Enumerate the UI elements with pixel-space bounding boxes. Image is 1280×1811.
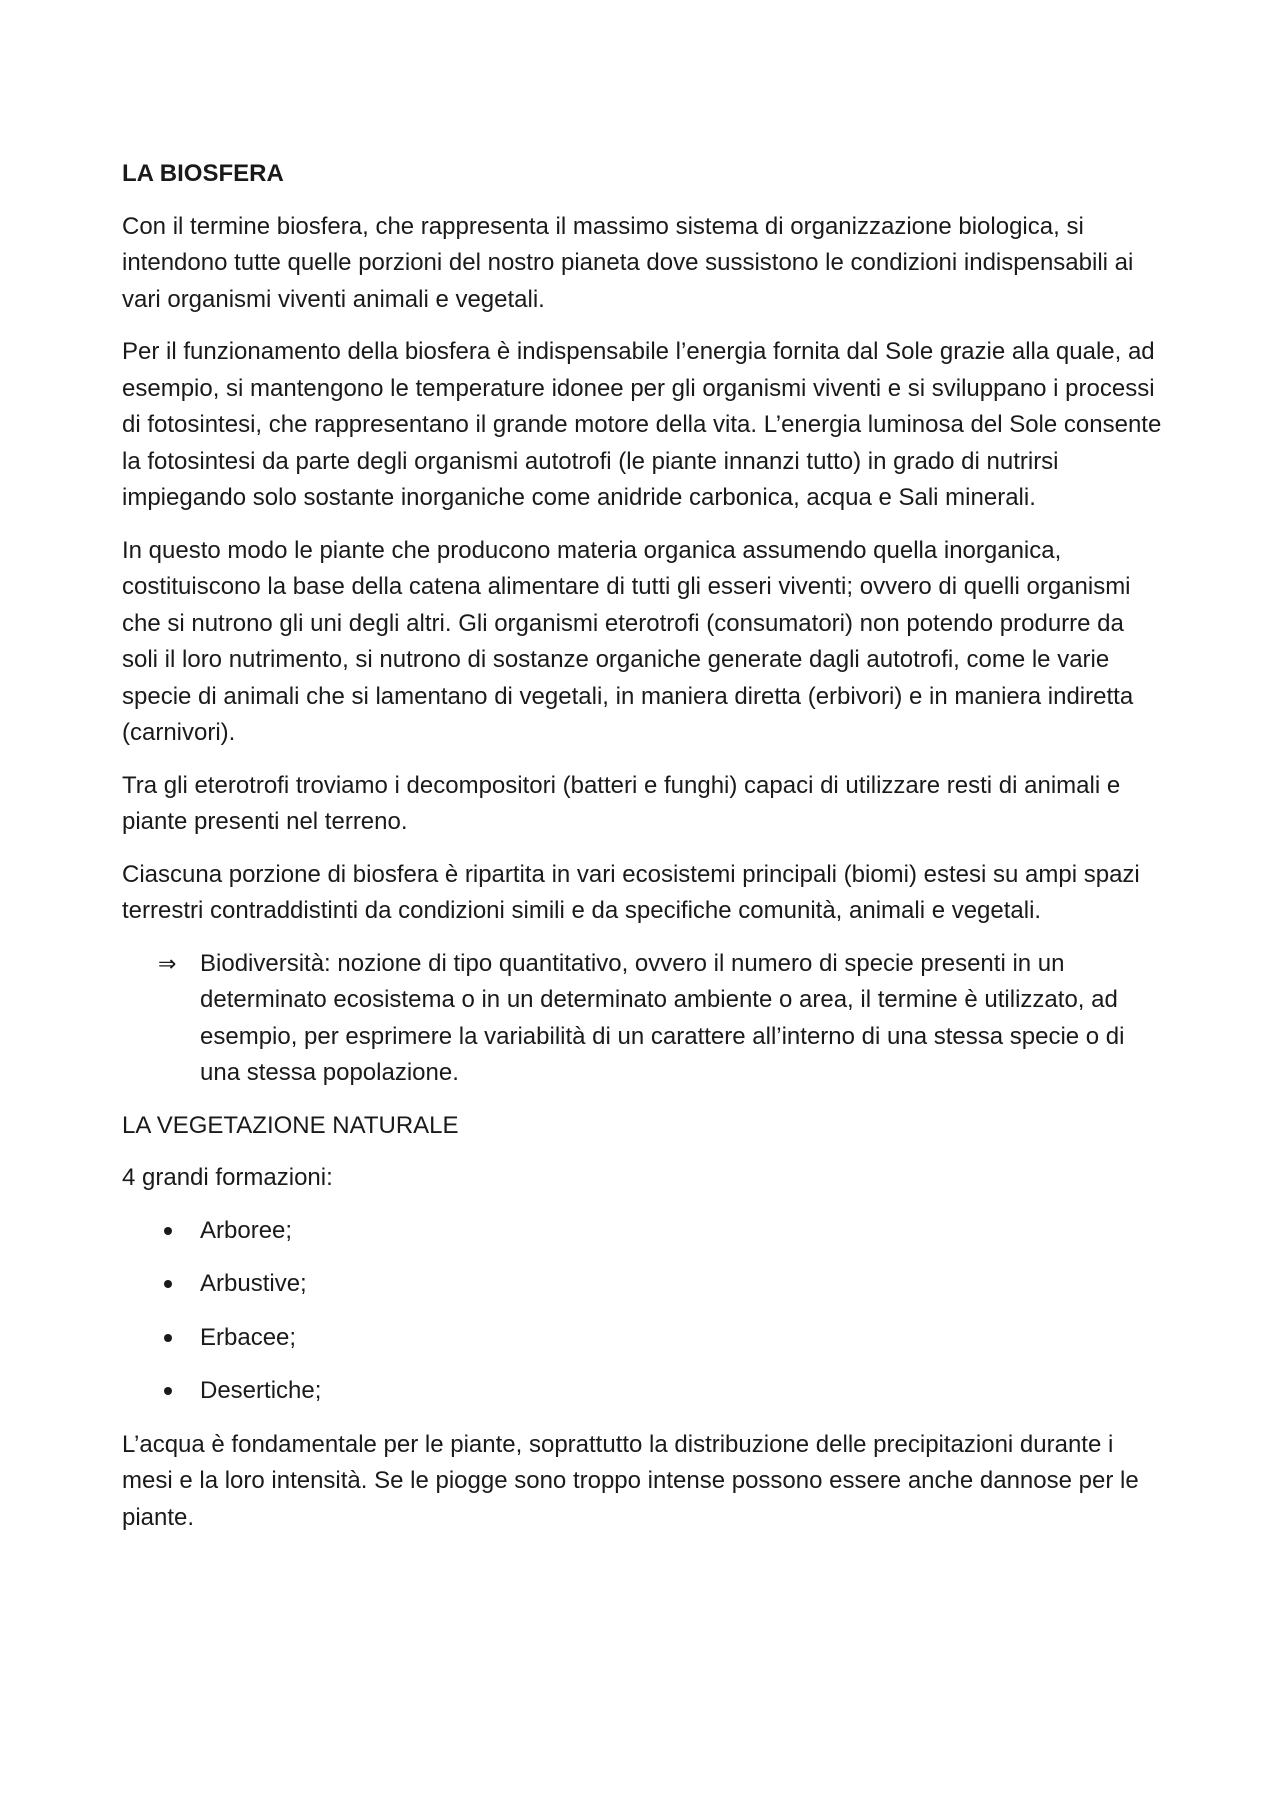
paragraph-food-chain: In questo modo le piante che producono materia organica assumendo quella inorganica, costituiscono la base della catena alimentare di tutti gli esseri viventi; ovvero di quelli organismi che si nutrono gli uni degli altri. Gli organismi eterotrofi (consumatori) non potendo produrre da soli il loro nutrimento, si nutrono di sostanze organiche generate dagli autotrofi, come le varie specie di animali che si lamentano di vegetali, in maniera diretta (erbivori) e in maniera indiretta (carnivori). <box>122 536 1134 746</box>
list-item-biodiversity <box>122 946 1162 1092</box>
bullet-icon <box>164 1334 172 1342</box>
section-title-vegetation: LA VEGETAZIONE NATURALE <box>122 1111 459 1139</box>
document-page <box>122 156 1162 1552</box>
bullet-icon <box>164 1227 172 1235</box>
list-item <box>122 1213 1162 1250</box>
paragraph-intro: Con il termine biosfera, che rappresenta il massimo sistema di organizzazione biologica, si intendono tutte quelle porzioni del nostro pianeta dove sussistono le condizioni indispensabili ai vari organismi viventi animali e vegetali. <box>122 212 1134 313</box>
list-item-text: Arboree; <box>200 1216 293 1244</box>
page-title: LA BIOSFERA <box>122 160 284 187</box>
paragraph-biomes: Ciascuna porzione di biosfera è ripartita in vari ecosistemi principali (biomi) estesi su ampi spazi terrestri contraddistinti da condizioni simili e da specifiche comunità, animali e vegetali. <box>122 860 1140 924</box>
paragraph-energy: Per il funzionamento della biosfera è indispensabile l’energia fornita dal Sole grazie alla quale, ad esempio, si mantengono le temperature idonee per gli organismi viventi e si sviluppano i processi di fotosintesi, che rappresentano il grande motore della vita. L’energia luminosa del Sole consente la fotosintesi da parte degli organismi autotrofi (le piante innanzi tutto) in grado di nutrirsi impiegando solo sostante inorganiche come anidride carbonica, acqua e Sali minerali. <box>122 338 1162 511</box>
list-item <box>122 1266 1162 1303</box>
formations-list <box>122 1213 1162 1410</box>
list-item-text: Arbustive; <box>200 1270 307 1297</box>
list-item <box>122 1373 1162 1410</box>
bullet-icon <box>164 1387 172 1395</box>
bullet-icon <box>164 1280 172 1288</box>
paragraph-water: L’acqua è fondamentale per le piante, soprattutto la distribuzione delle precipitazioni durante i mesi e la loro intensità. Se le piogge sono troppo intense possono essere anche dannose per le piante. <box>122 1430 1139 1531</box>
arrow-right-icon: ⇒ <box>158 950 177 976</box>
list-item-text: Erbacee; <box>200 1323 297 1351</box>
biodiversity-text: Biodiversità: nozione di tipo quantitativo, ovvero il numero di specie presenti in un determinato ecosistema o in un determinato ambiente o area, il termine è utilizzato, ad esempio, per esprimere la variabilità di un carattere all’interno di una stessa specie o di una stessa popolazione. <box>200 949 1125 1086</box>
formations-intro: 4 grandi formazioni: <box>122 1164 333 1191</box>
list-item-text: Desertiche; <box>200 1377 322 1404</box>
list-item <box>122 1320 1162 1357</box>
arrow-list <box>122 946 1162 1092</box>
paragraph-decomposers: Tra gli eterotrofi troviamo i decompositori (batteri e funghi) capaci di utilizzare resti di animali e piante presenti nel terreno. <box>122 771 1121 835</box>
